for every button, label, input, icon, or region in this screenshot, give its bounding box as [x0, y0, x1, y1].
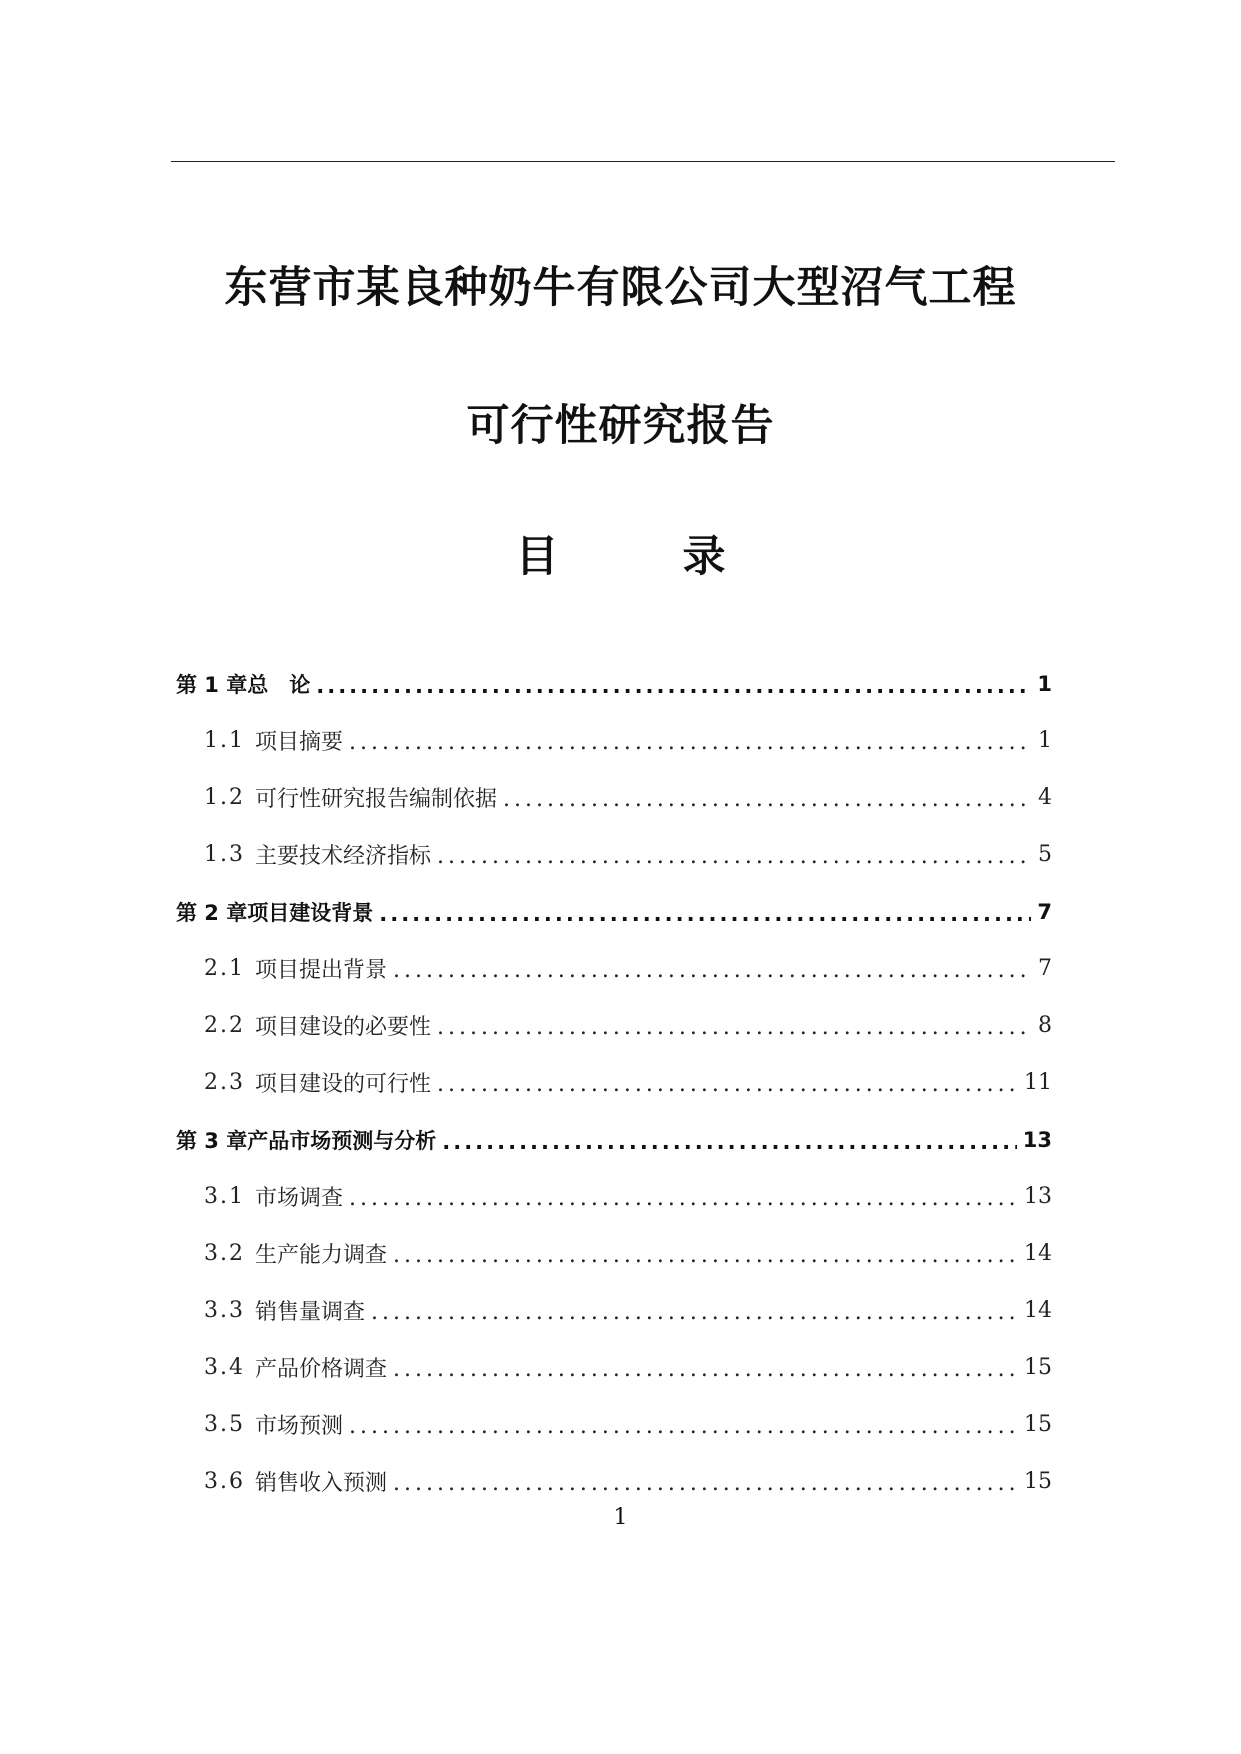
toc-entry-label: 生产能力调查: [255, 1243, 388, 1268]
toc-entry-label: 项目建设的必要性: [255, 1015, 432, 1040]
report-title-line-1: 东营市某良种奶牛有限公司大型沼气工程: [224, 263, 1017, 313]
toc-entry-label: 市场调查: [255, 1186, 344, 1211]
toc-leader-dots: [371, 1300, 1018, 1325]
toc-heading: [0, 527, 1241, 587]
toc-entry-label: 主要技术经济指标: [255, 844, 432, 869]
toc-entry[interactable]: [176, 1111, 1052, 1168]
toc-entry-label: 总 论: [247, 672, 311, 697]
toc-entry-page: 8: [1038, 1013, 1052, 1038]
toc-entry-label: 产品市场预测与分析: [247, 1128, 437, 1153]
toc-entry-number: 3.2: [204, 1241, 245, 1266]
toc-entry-label: 项目摘要: [255, 730, 344, 755]
report-title-line-2: 可行性研究报告: [466, 401, 775, 451]
toc-leader-dots: [316, 674, 1031, 698]
toc-leader-dots: [503, 787, 1032, 812]
header-rule: [171, 161, 1115, 162]
toc-entry-page: 5: [1038, 842, 1052, 867]
toc-entry-page: 14: [1024, 1298, 1052, 1323]
toc-entry-number: 3.3: [204, 1298, 245, 1323]
toc-entry[interactable]: [176, 940, 1052, 997]
toc-entry-page: 1: [1037, 671, 1052, 696]
toc-entry-page: 13: [1024, 1184, 1052, 1209]
toc-leader-dots: [379, 902, 1031, 926]
toc-entry[interactable]: [176, 1339, 1052, 1396]
toc-entry[interactable]: [176, 826, 1052, 883]
toc-entry[interactable]: [176, 997, 1052, 1054]
toc-entry-page: 4: [1038, 785, 1052, 810]
toc-leader-dots: [393, 1471, 1018, 1496]
toc-entry-number: 3.1: [204, 1184, 245, 1209]
toc-entry-page: 7: [1038, 956, 1052, 981]
toc-entry-number: 1.3: [204, 842, 245, 867]
toc-entry-number: 第 2 章: [176, 900, 248, 925]
toc-entry[interactable]: [176, 769, 1052, 826]
toc-leader-dots: [442, 1130, 1017, 1154]
toc-entry-page: 7: [1037, 899, 1052, 924]
toc-entry[interactable]: [176, 883, 1052, 940]
toc-entry-label: 可行性研究报告编制依据: [255, 787, 498, 812]
toc-entry-number: 1.1: [204, 728, 245, 753]
toc-entry-page: 15: [1024, 1355, 1052, 1380]
toc-entry-number: 1.2: [204, 785, 245, 810]
toc-leader-dots: [393, 958, 1032, 983]
toc-entry-page: 1: [1038, 728, 1052, 753]
toc-entry-page: 15: [1024, 1469, 1052, 1494]
toc-leader-dots: [393, 1357, 1018, 1382]
toc-entry-label: 市场预测: [255, 1414, 344, 1439]
toc-entry-label: 项目提出背景: [255, 958, 388, 983]
toc-entry-number: 第 3 章: [176, 1128, 248, 1153]
toc-entry[interactable]: [176, 1054, 1052, 1111]
toc-leader-dots: [349, 730, 1032, 755]
toc-leader-dots: [349, 1414, 1018, 1439]
toc-entry-page: 13: [1022, 1127, 1052, 1152]
table-of-contents: [176, 655, 1052, 1510]
toc-entry-label: 项目建设背景: [247, 900, 374, 925]
toc-leader-dots: [437, 1015, 1032, 1040]
toc-entry-label: 项目建设的可行性: [255, 1072, 432, 1097]
toc-entry-number: 3.4: [204, 1355, 245, 1380]
toc-entry-number: 3.6: [204, 1469, 245, 1494]
toc-entry[interactable]: [176, 1225, 1052, 1282]
toc-entry-number: 2.1: [204, 956, 245, 981]
toc-heading-char-1: 目: [515, 532, 559, 582]
toc-entry-page: 11: [1024, 1070, 1052, 1095]
toc-entry[interactable]: [176, 1396, 1052, 1453]
toc-leader-dots: [393, 1243, 1018, 1268]
toc-leader-dots: [437, 844, 1032, 869]
toc-entry[interactable]: [176, 1453, 1052, 1510]
toc-entry-page: 14: [1024, 1241, 1052, 1266]
toc-entry-number: 第 1 章: [176, 672, 248, 697]
page-number: 1: [613, 1505, 628, 1530]
toc-entry-page: 15: [1024, 1412, 1052, 1437]
toc-entry-label: 产品价格调查: [255, 1357, 388, 1382]
toc-leader-dots: [437, 1072, 1018, 1097]
toc-leader-dots: [349, 1186, 1018, 1211]
toc-entry[interactable]: [176, 1168, 1052, 1225]
toc-entry-label: 销售量调查: [255, 1300, 366, 1325]
toc-entry-number: 2.2: [204, 1013, 245, 1038]
toc-entry-number: 2.3: [204, 1070, 245, 1095]
toc-entry-number: 3.5: [204, 1412, 245, 1437]
toc-entry[interactable]: [176, 712, 1052, 769]
toc-entry[interactable]: [176, 1282, 1052, 1339]
toc-entry-label: 销售收入预测: [255, 1471, 388, 1496]
toc-entry[interactable]: [176, 655, 1052, 712]
toc-heading-char-2: 录: [682, 532, 726, 582]
